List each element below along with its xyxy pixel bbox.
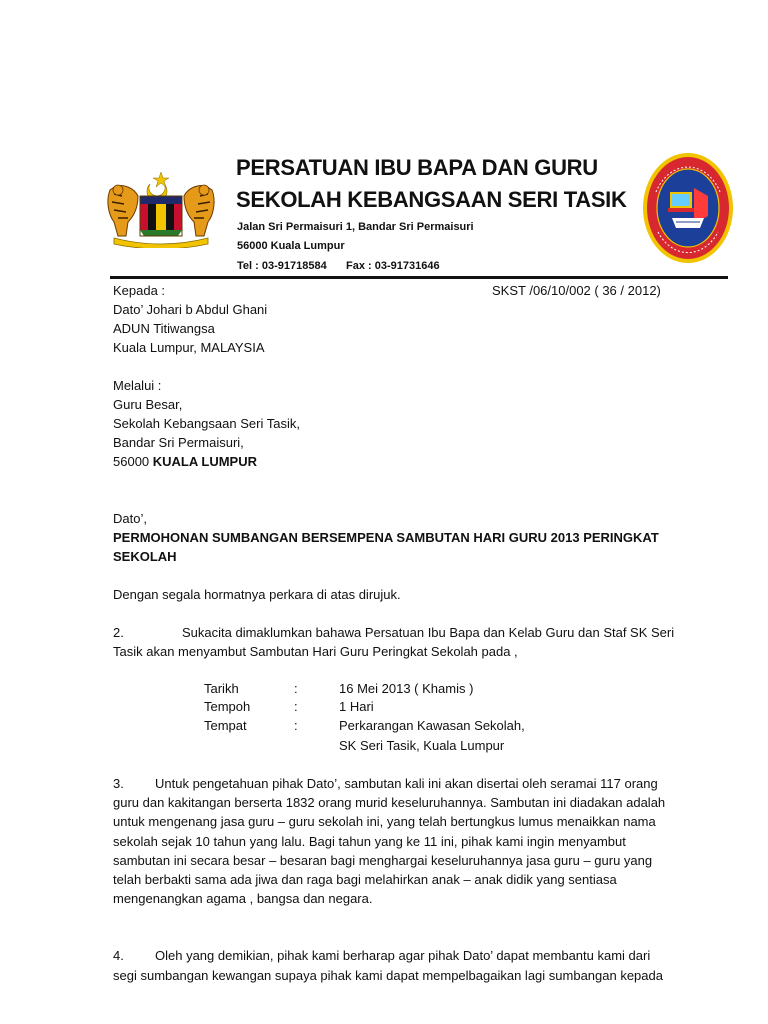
address-line2: 56000 Kuala Lumpur <box>237 240 345 252</box>
para3-number: 3. <box>113 776 124 791</box>
via-postcode: 56000 <box>113 454 153 469</box>
coat-of-arms-icon <box>104 170 218 248</box>
intro-text: Dengan segala hormatnya perkara di atas dirujuk. <box>113 587 401 602</box>
via-label: Melalui : <box>113 378 162 393</box>
salutation: Dato’, <box>113 511 147 526</box>
subject-line1: PERMOHONAN SUMBANGAN BERSEMPENA SAMBUTAN HARI GURU 2013 PERINGKAT <box>113 530 659 545</box>
para4-number: 4. <box>113 948 124 963</box>
details-value: SK Seri Tasik, Kuala Lumpur <box>339 738 505 753</box>
via-address <box>113 452 257 471</box>
details-separator: : <box>294 681 298 696</box>
para2-number: 2. <box>113 625 124 640</box>
para3-line: mengenangkan agama , bangsa dan negara. <box>113 891 373 906</box>
fax: Fax : 03-91731646 <box>346 260 440 272</box>
subject-line2: SEKOLAH <box>113 549 177 564</box>
para2-line1: Sukacita dimaklumkan bahawa Persatuan Ibu Bapa dan Kelab Guru dan Staf SK Seri <box>182 625 675 640</box>
details-value: 1 Hari <box>339 699 374 714</box>
para3-line: untuk mengenang jasa guru – guru sekolah ini, yang telah bertungkus lumus menaikkan nama <box>113 814 656 829</box>
via-line1: Guru Besar, <box>113 397 183 412</box>
via-line3: Bandar Sri Permaisuri, <box>113 435 244 450</box>
via-line2: Sekolah Kebangsaan Seri Tasik, <box>113 416 300 431</box>
recipient-city: Kuala Lumpur, MALAYSIA <box>113 340 265 355</box>
header-divider <box>110 276 728 279</box>
telephone: Tel : 03-91718584 <box>237 260 327 272</box>
para4-line: Oleh yang demikian, pihak kami berharap agar pihak Dato’ dapat membantu kami dari <box>155 948 651 963</box>
details-label: Tarikh <box>204 681 239 696</box>
recipient-title: ADUN Titiwangsa <box>113 321 215 336</box>
details-value: Perkarangan Kawasan Sekolah, <box>339 718 525 733</box>
details-separator: : <box>294 699 298 714</box>
para3-line: sambutan ini secara besar – besaran bagi menghargai keseluruhannya jasa guru – guru yang <box>113 853 653 868</box>
recipient-name: Dato’ Johari b Abdul Ghani <box>113 302 268 317</box>
para4-line: segi sumbangan kewangan supaya pihak kami dapat mempelbagaikan lagi sumbangan kepada <box>113 968 663 983</box>
address-line1: Jalan Sri Permaisuri 1, Bandar Sri Permaisuri <box>237 221 474 233</box>
details-label: Tempoh <box>204 699 251 714</box>
details-label: Tempat <box>204 718 247 733</box>
organisation-name-line2: SEKOLAH KEBANGSAAN SERI TASIK <box>236 187 627 212</box>
para3-line: Untuk pengetahuan pihak Dato’, sambutan kali ini akan disertai oleh seramai 117 orang <box>155 776 658 791</box>
organisation-name-line1: PERSATUAN IBU BAPA DAN GURU <box>236 155 598 180</box>
para2-line2: Tasik akan menyambut Sambutan Hari Guru Peringkat Sekolah pada , <box>113 644 518 659</box>
para3-line: sekolah sejak 10 tahun yang lalu. Bagi tahun yang ke 11 ini, pihak kami ingin menyambut <box>113 834 626 849</box>
reference-number: SKST /06/10/002 ( 36 / 2012) <box>492 283 661 298</box>
school-crest-icon <box>642 152 734 264</box>
details-value: 16 Mei 2013 ( Khamis ) <box>339 681 474 696</box>
para3-line: guru dan kakitangan berserta 1832 orang murid keseluruhannya. Sambutan ini diadakan adalah <box>113 795 666 810</box>
recipient-label: Kepada : <box>113 283 166 298</box>
para3-line: telah berbakti sama ada jiwa dan raga bagi melahirkan anak – anak didik yang sentiasa <box>113 872 617 887</box>
via-city: KUALA LUMPUR <box>152 454 257 469</box>
details-separator: : <box>294 718 298 733</box>
